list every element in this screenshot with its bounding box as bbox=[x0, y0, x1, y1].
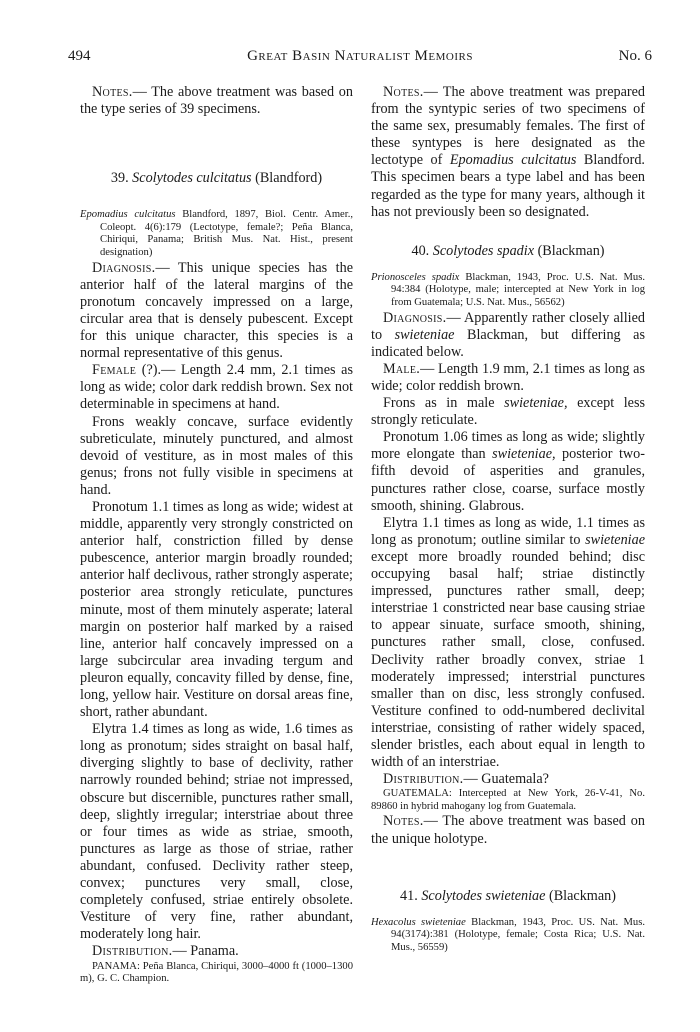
issue-number: No. 6 bbox=[618, 48, 652, 64]
diagnosis-paragraph: Diagnosis.— This unique species has the anterior half of the lateral margins of the pronotum concavely impressed on a large, circular area that is densely pubescent. Except for this unique character, this species is a normal representative of this genus. bbox=[80, 259, 353, 362]
distribution-paragraph: Distribution.— Guatemala? bbox=[383, 771, 549, 788]
elytra-paragraph: Elytra 1.4 times as long as wide, 1.6 times as long as pronotum; sides straight on basal half, diverging slightly to base of declivity, rather narrowly rounded behind; striae not impressed, obscure but discernible, punctures rather small, deep, slightly irregular; interstriae about three or four times as wide as striae, smooth, punctures as large as those of striae, rather abundant, confused. Declivity rather steep, convex; punctures very small, close, completely confused, striae entirely obsolete. Vestiture of very fine, rather abundant, moderately long hair. bbox=[80, 721, 353, 943]
page-number: 494 bbox=[68, 48, 91, 64]
species-heading-39: 39. Scolytodes culcitatus (Blandford) bbox=[110, 170, 323, 187]
species-heading-41: 41. Scolytodes swieteniae (Blackman) bbox=[400, 887, 616, 904]
specimen-record: GUATEMALA: Intercepted at New York, 26-V-41, No. 89860 in hybrid mahogany log from Guatemala. bbox=[371, 788, 645, 812]
pronotum-paragraph: Pronotum 1.1 times as long as wide; widest at middle, apparently very strongly constricted on anterior half, constriction filled by dense pubescence, anterior margin broadly rounded; anterior half declivous, rather strongly asperate; posterior area strongly reticulate, punctures minute, most of them minutely asperate; lateral margin on posterior half marked by a raised line, anterior half concavely impressed on a large subcircular area invading tergum and pleuron equally, concavity filled by dense, fine, long, yellow hair. Vestiture on dorsal areas fine, short, rather abundant. bbox=[80, 498, 353, 721]
journal-title: Great Basin Naturalist Memoirs bbox=[247, 48, 473, 64]
elytra-paragraph: Elytra 1.1 times as long as wide, 1.1 times as long as pronotum; outline similar to swieteniae except more broadly rounded behind; disc occupying basal half; striae distinctly impressed, punctures rather small, deep; interstriae 1 constricted near base causing striae to appear sinuate, surface smooth, shining, punctures rather small, close, confused. Declivity rather broadly convex, striae 1 moderately impressed; interstrial punctures smaller than on disc, less strongly confused. Vestiture confined to odd-numbered declivital interstriae, consisting of rather widely spaced, slender bristles, each about equal in length to width of an interstriae. bbox=[371, 514, 645, 771]
frons-paragraph: Frons weakly concave, surface evidently subreticulate, minutely punctured, and almost devoid of vestiture, as in most males of this genus; frons not fully visible in specimens at hand. bbox=[80, 413, 353, 498]
frons-paragraph: Frons as in male swieteniae, except less strongly reticulate. bbox=[371, 395, 645, 429]
species-heading-40: 40. Scolytodes spadix (Blackman) bbox=[411, 242, 605, 259]
citation-40: Prionosceles spadix Blackman, 1943, Proc. U.S. Nat. Mus. 94:384 (Holotype, male; intercepted at New York in log from Guatemala; U.S. Nat. Mus., 56562) bbox=[371, 271, 645, 309]
pronotum-paragraph: Pronotum 1.06 times as long as wide; slightly more elongate than swieteniae, posterior two-fifth devoid of asperities and granules, punctures rather close, coarse, surface mostly smooth, shining. Glabrous. bbox=[371, 429, 645, 514]
left-column bbox=[80, 84, 353, 986]
notes-paragraph-2: Notes.— The above treatment was based on the unique holotype. bbox=[371, 813, 645, 847]
citation-41: Hexacolus swieteniae Blackman, 1943, Proc. US. Nat. Mus. 94(3174):381 (Holotype, female; Costa Rica; U.S. Nat. Mus., 56559) bbox=[371, 916, 645, 953]
right-column bbox=[371, 84, 645, 955]
notes-paragraph: Notes.— The above treatment was based on the type series of 39 specimens. bbox=[80, 84, 353, 118]
citation-39: Epomadius culcitatus Blandford, 1897, Biol. Centr. Amer., Coleopt. 4(6):179 (Lectotype, female?; Peña Blanca, Chiriqui, Panama; British Mus. Nat. Hist., present designation) bbox=[80, 209, 353, 259]
diagnosis-paragraph: Diagnosis.— Apparently rather closely allied to swieteniae Blackman, but differing as indicated below. bbox=[371, 309, 645, 360]
notes-paragraph: Notes.— The above treatment was prepared from the syntypic series of two specimens of the same sex, presumably females. The first of these syntypes is here designated as the lectotype of Epomadius culcitatus Blandford. This specimen bears a type label and has been regarded as the type for many years, although it has not previously been so designated. bbox=[371, 84, 645, 220]
male-paragraph: Male.— Length 1.9 mm, 2.1 times as long as wide; color reddish brown. bbox=[371, 360, 645, 394]
running-header bbox=[68, 48, 652, 68]
distribution-paragraph: Distribution.— Panama. bbox=[92, 943, 239, 960]
specimen-record: PANAMA: Peña Blanca, Chiriqui, 3000–4000 ft (1000–1300 m), G. C. Champion. bbox=[80, 960, 353, 985]
female-paragraph: Female (?).— Length 2.4 mm, 2.1 times as long as wide; color dark reddish brown. Sex not determinable in specimens at hand. bbox=[80, 362, 353, 413]
